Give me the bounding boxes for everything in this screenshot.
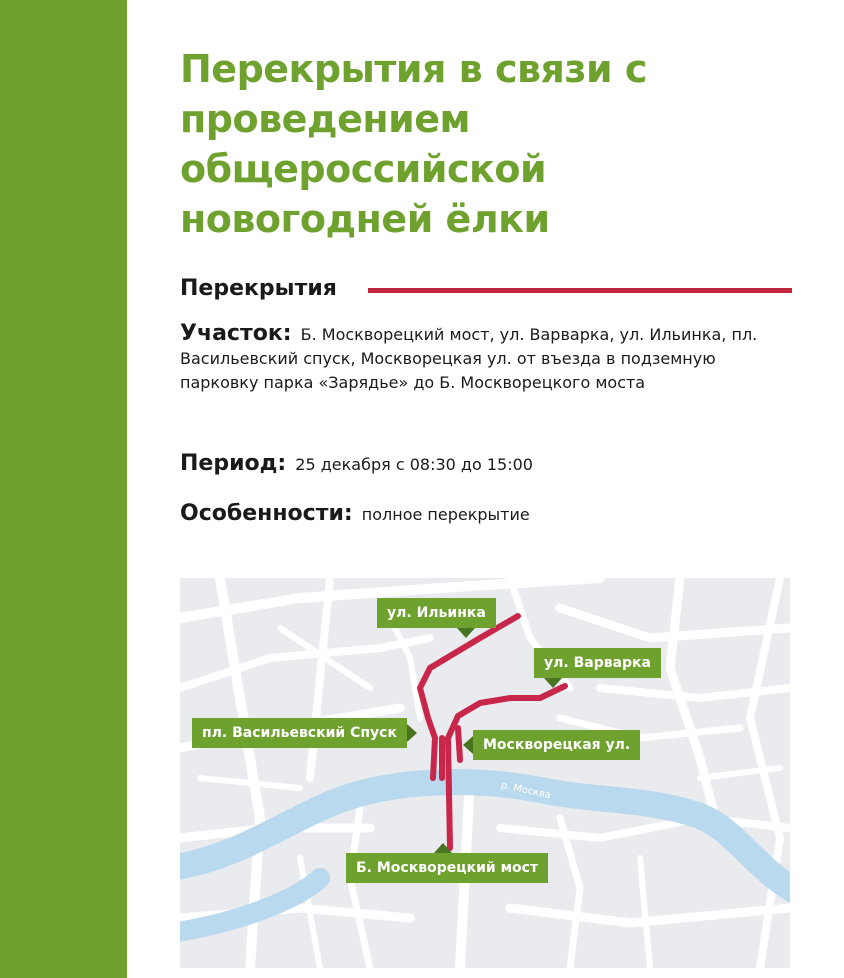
closure-bridge xyxy=(448,738,450,848)
info-period xyxy=(180,452,780,477)
info-area xyxy=(180,322,780,395)
closure-vasilevsky-left xyxy=(433,738,435,778)
section-title: Перекрытия xyxy=(180,276,337,301)
area-label: Участок: xyxy=(180,321,292,346)
area-value: Б. Москворецкий мост, ул. Варварка, ул. Ильинка, пл. Васильевский спуск, Москворецкая ул. от въезда в подземную парковку парка «Зарядье» до Б. Москворецкого моста xyxy=(180,325,758,392)
info-features xyxy=(180,502,780,527)
map-label-bolshoy-moskvoretsky-bridge: Б. Москворецкий мост xyxy=(346,853,548,883)
map-graphic xyxy=(180,578,790,968)
closure-moskvoretskaya xyxy=(458,728,460,760)
section-divider xyxy=(368,288,792,293)
period-label: Период: xyxy=(180,451,287,476)
river-label: р. Москва xyxy=(499,780,552,802)
features-label: Особенности: xyxy=(180,501,353,526)
closure-map xyxy=(180,578,790,968)
map-label-varvarka: ул. Варварка xyxy=(534,648,661,678)
green-side-bar xyxy=(0,0,127,978)
map-label-ilinka: ул. Ильинка xyxy=(377,598,496,628)
features-value: полное перекрытие xyxy=(361,505,530,524)
map-label-moskvoretskaya: Москворецкая ул. xyxy=(473,730,640,760)
section-header xyxy=(180,274,792,304)
map-label-vasilevsky-spusk: пл. Васильевский Спуск xyxy=(192,718,407,748)
page-title: Перекрытия в связи с проведением общероссийской новогодней ёлки xyxy=(180,47,647,241)
period-value: 25 декабря с 08:30 до 15:00 xyxy=(295,455,533,474)
